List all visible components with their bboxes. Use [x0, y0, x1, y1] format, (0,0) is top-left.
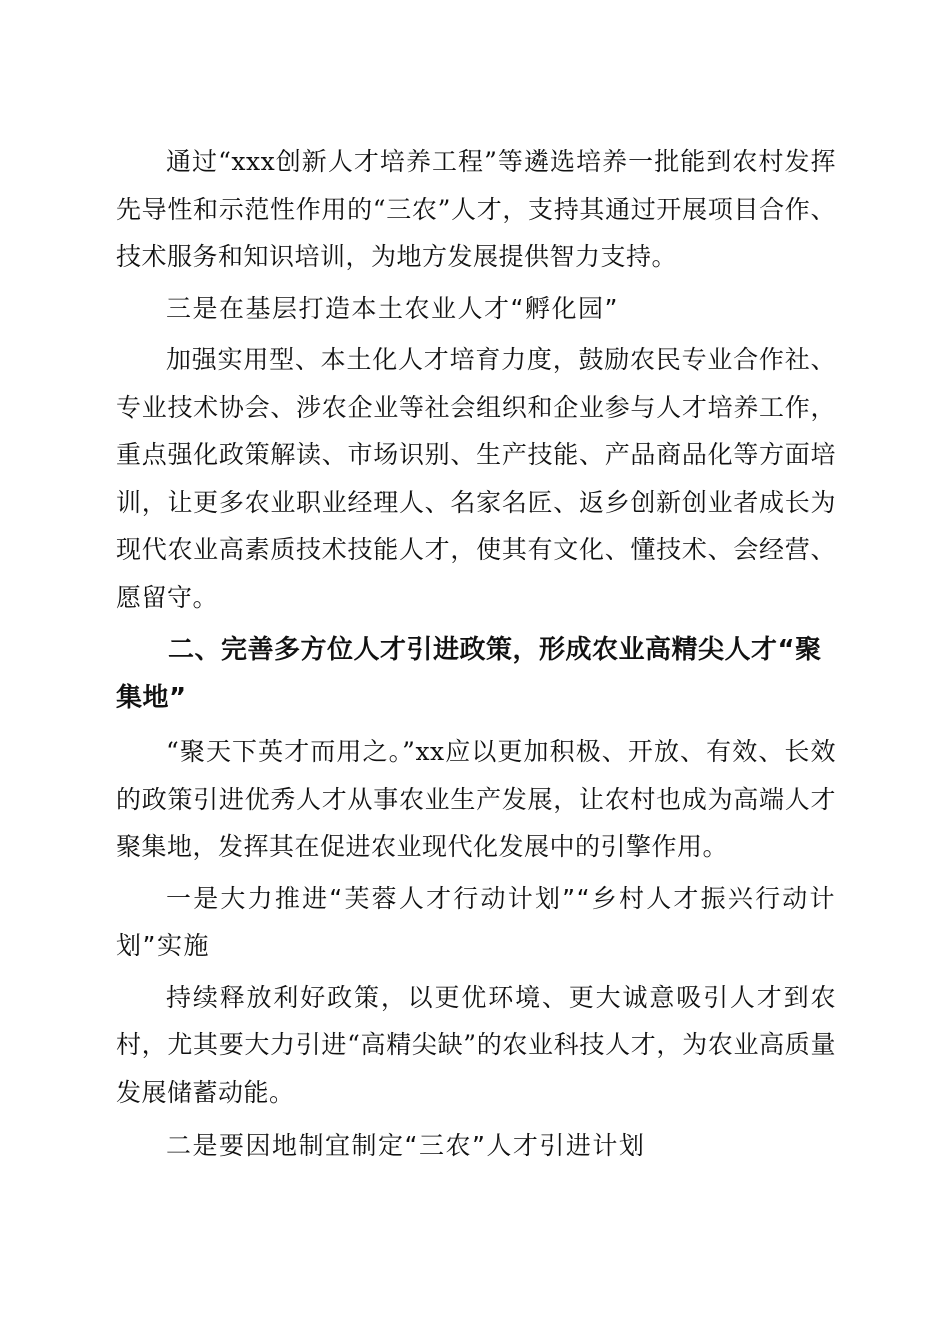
document-page [116, 138, 836, 1170]
body-paragraph: 通过“xxx创新人才培养工程”等遴选培养一批能到农村发挥先导性和示范性作用的“三农”人才，支持其通过开展项目合作、技术服务和知识培训，为地方发展提供智力支持。 [116, 147, 836, 271]
body-paragraph: “聚天下英才而用之。”xx应以更加积极、开放、有效、长效的政策引进优秀人才从事农业生产发展，让农村也成为高端人才聚集地，发挥其在促进农业现代化发展中的引擎作用。 [116, 737, 836, 861]
body-paragraph: 持续释放利好政策，以更优环境、更大诚意吸引人才到农村，尤其要大力引进“高精尖缺”的农业科技人才，为农业高质量发展储蓄动能。 [116, 982, 836, 1107]
body-paragraph: 加强实用型、本土化人才培育力度，鼓励农民专业合作社、专业技术协会、涉农企业等社会组织和企业参与人才培养工作，重点强化政策解读、市场识别、生产技能、产品商品化等方面培训，让更多农业职业经理人、名家名匠、返乡创新创业者成长为现代农业高素质技术技能人才，使其有文化、懂技术、会经营、愿留守。 [116, 345, 836, 612]
subheading: 一是大力推进“芙蓉人才行动计划”“乡村人才振兴行动计划”实施 [116, 883, 836, 960]
section-heading: 二、完善多方位人才引进政策，形成农业高精尖人才“聚集地” [116, 635, 822, 713]
subheading: 三是在基层打造本土农业人才“孵化园” [166, 293, 619, 323]
subheading: 二是要因地制宜制定“三农”人才引进计划 [166, 1131, 646, 1160]
